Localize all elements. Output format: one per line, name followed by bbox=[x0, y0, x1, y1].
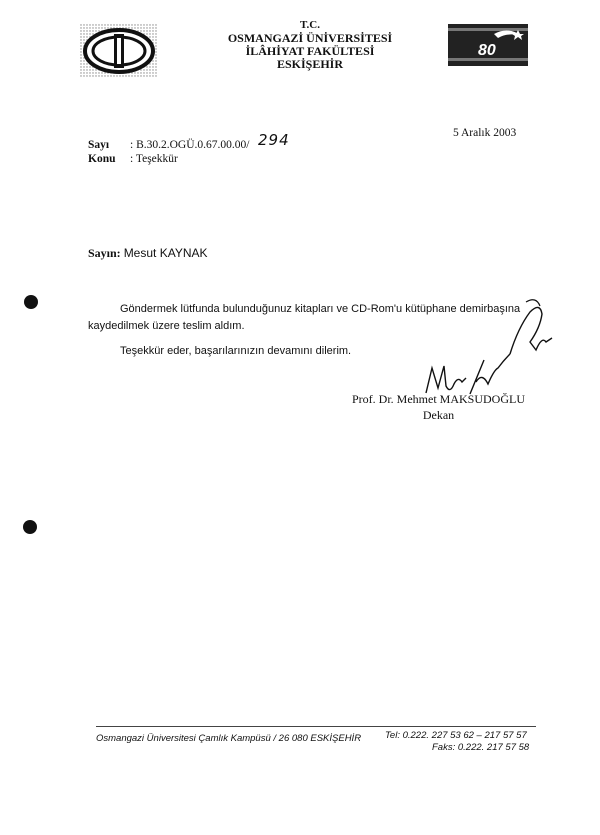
body-paragraph-1-line-2: kaydedilmek üzere teslim aldım. bbox=[88, 320, 245, 332]
logo-number: 80 bbox=[478, 42, 496, 59]
recipient-name: Mesut KAYNAK bbox=[123, 246, 208, 260]
signer-title: Dekan bbox=[422, 408, 455, 422]
salutation-prefix: Sayın: bbox=[88, 246, 121, 260]
header-university: OSMANGAZİ ÜNİVERSİTESİ bbox=[227, 31, 393, 45]
header-country: T.C. bbox=[300, 19, 320, 31]
signer-name: Prof. Dr. Mehmet MAKSUDOĞLU bbox=[352, 392, 525, 406]
letter-date: 5 Aralık 2003 bbox=[453, 127, 517, 139]
sayi-label: Sayı bbox=[88, 139, 110, 151]
header-city: ESKİŞEHİR bbox=[276, 57, 344, 71]
konu-value: : Teşekkür bbox=[130, 153, 178, 165]
sayi-handwritten-number: 294 bbox=[258, 131, 290, 149]
sayi-value: : B.30.2.OGÜ.0.67.00.00/ bbox=[130, 139, 250, 151]
body-paragraph-1-line-1: Göndermek lütfunda bulunduğunuz kitapları ve CD-Rom'u kütüphane demirbaşına bbox=[120, 303, 521, 315]
footer-fax: Faks: 0.222. 217 57 58 bbox=[432, 742, 530, 753]
letterhead bbox=[200, 19, 420, 71]
punch-hole-top bbox=[24, 295, 38, 309]
punch-hole-bottom bbox=[23, 520, 37, 534]
konu-label: Konu bbox=[88, 153, 116, 165]
footer-address: Osmangazi Üniversitesi Çamlık Kampüsü / 26 080 ESKİŞEHİR bbox=[96, 733, 362, 744]
body-paragraph-2: Teşekkür eder, başarılarınızın devamını dilerim. bbox=[120, 345, 352, 357]
signer-block bbox=[352, 392, 525, 423]
footer-divider bbox=[96, 726, 536, 727]
handwritten-signature bbox=[418, 298, 578, 403]
anniversary-logo bbox=[448, 24, 528, 66]
salutation bbox=[88, 246, 208, 261]
header-faculty: İLÂHİYAT FAKÜLTESİ bbox=[245, 44, 375, 58]
footer-phone: Tel: 0.222. 227 53 62 – 217 57 57 bbox=[385, 730, 527, 741]
university-logo bbox=[80, 24, 158, 78]
